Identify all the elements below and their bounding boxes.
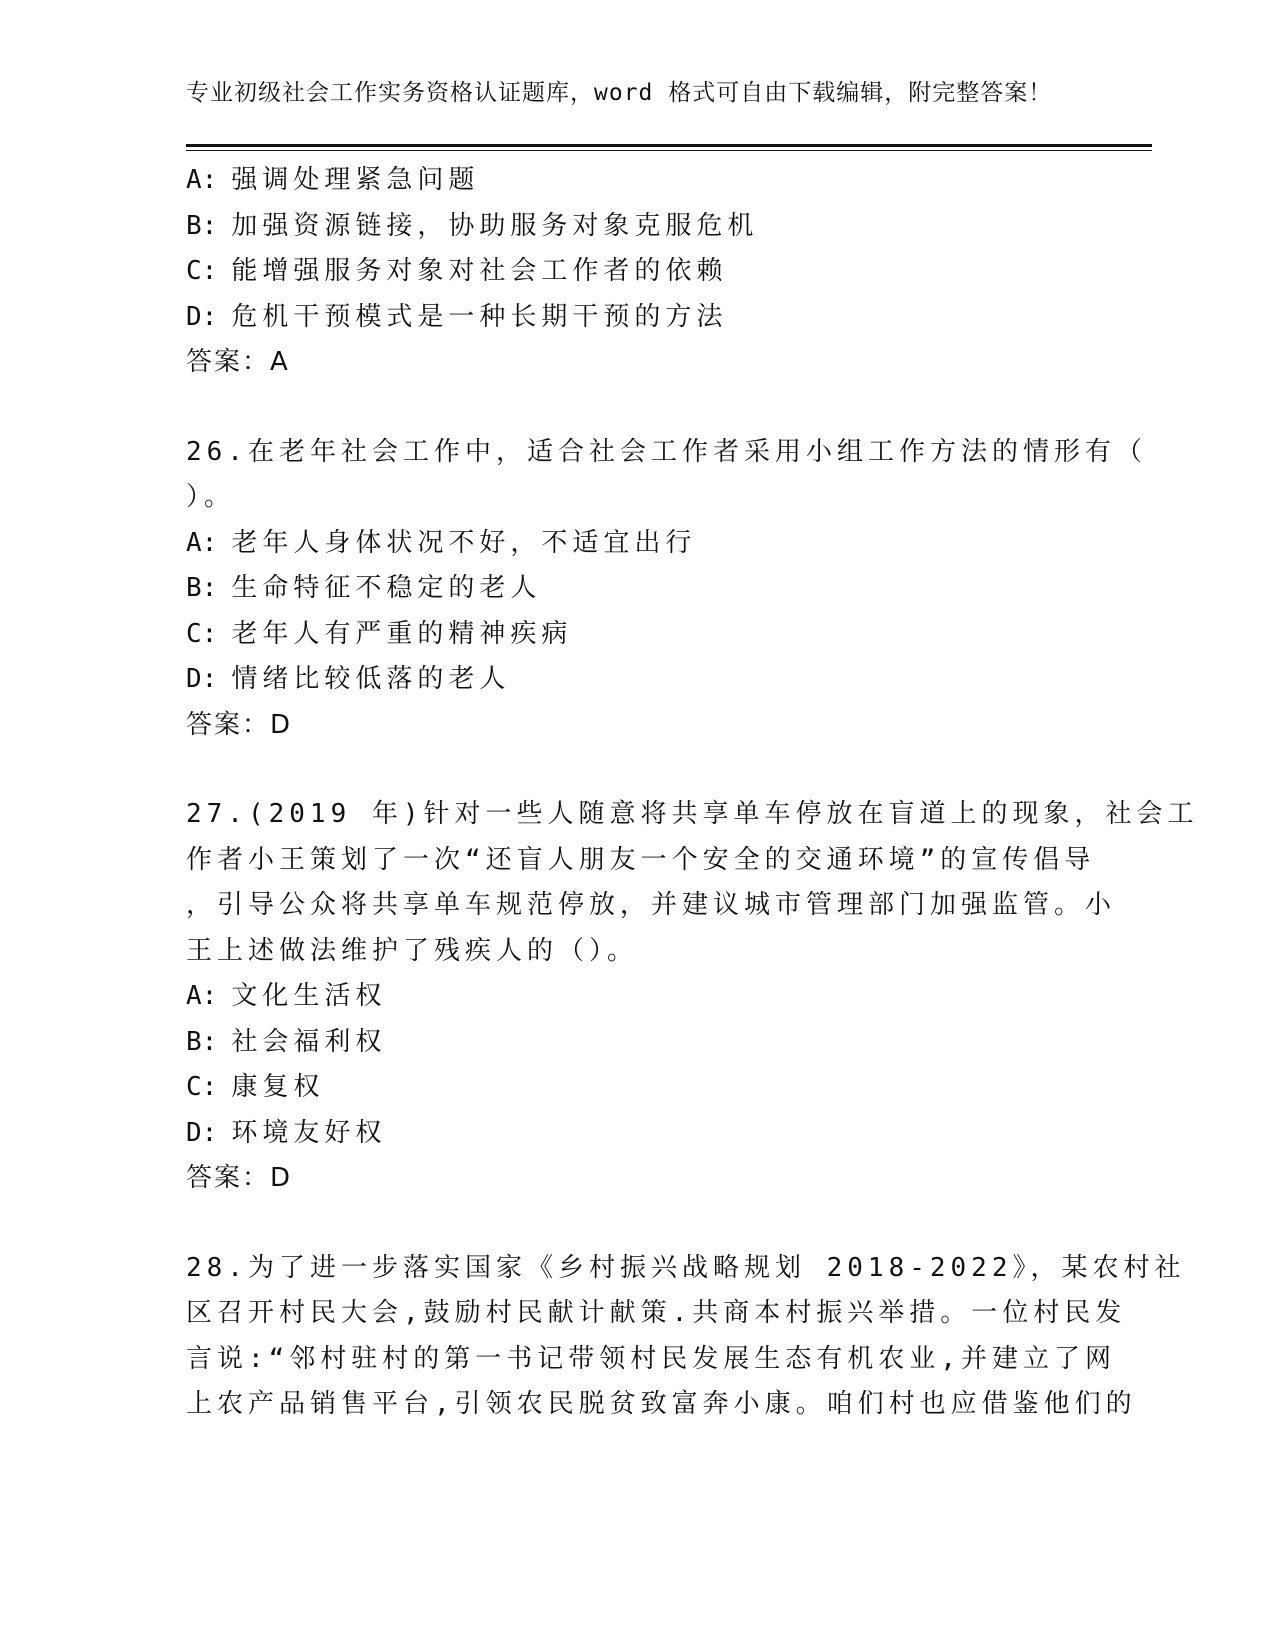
answer-label: 答案：: [186, 709, 271, 740]
option-label: C:: [186, 256, 218, 286]
option-text: 危机干预模式是一种长期干预的方法: [231, 301, 728, 332]
option-text: 能增强服务对象对社会工作者的依赖: [231, 256, 728, 286]
option-label: C:: [186, 618, 218, 649]
option-label: A:: [186, 165, 218, 195]
answer-label: 答案：: [186, 1163, 271, 1193]
question-stem-line: 上农产品销售平台,引领农民脱贫致富奔小康。咱们村也应借鉴他们的: [186, 1389, 1137, 1419]
answer: [186, 340, 1086, 386]
option-b: [186, 1020, 1086, 1066]
header-divider: [186, 144, 1152, 151]
question-stem-line: 王上述做法维护了残疾人的（）。: [186, 935, 639, 966]
document-body: [186, 158, 1199, 1428]
option-text: 生命特征不稳定的老人: [231, 573, 542, 603]
option-label: B:: [186, 573, 218, 603]
option-c: [186, 249, 1086, 295]
question-27: [186, 792, 1199, 1202]
answer: [186, 703, 1086, 749]
answer-value: D: [270, 1163, 293, 1193]
option-label: D:: [186, 301, 218, 332]
answer-label: 答案：: [186, 347, 271, 377]
spacer: [186, 1202, 1086, 1246]
option-label: B:: [186, 1026, 218, 1057]
page-header: 专业初级社会工作实务资格认证题库，word 格式可自由下载编辑，附完整答案！: [186, 80, 1053, 106]
question-stem-line: 言说:“邻村驻村的第一书记带领村民发展生态有机农业,并建立了网: [186, 1343, 1116, 1374]
question-stem-line: 26.在老年社会工作中，适合社会工作者采用小组工作方法的情形有（: [186, 436, 1147, 467]
option-text: 康复权: [231, 1072, 325, 1102]
spacer: [186, 386, 1086, 430]
option-a: [186, 158, 1086, 204]
question-26: [186, 430, 1147, 749]
option-c: [186, 612, 1086, 658]
option-text: 加强资源链接，协助服务对象克服危机: [231, 210, 759, 241]
option-text: 情绪比较低落的老人: [231, 664, 511, 694]
question-stem-line: 区召开村民大会,鼓励村民献计献策.共商本村振兴举措。一位村民发: [186, 1298, 1127, 1328]
option-text: 文化生活权: [231, 981, 387, 1011]
option-label: D:: [186, 664, 218, 694]
question-stem-line: 28.为了进一步落实国家《乡村振兴战略规划 2018-2022》，某农村社: [186, 1252, 1186, 1283]
option-text: 社会福利权: [231, 1026, 387, 1057]
answer-value: A: [270, 347, 290, 377]
option-text: 强调处理紧急问题: [231, 165, 480, 195]
option-c: [186, 1065, 1086, 1111]
question-28: [186, 1246, 1186, 1428]
option-text: 老年人身体状况不好，不适宜出行: [231, 527, 697, 558]
option-d: [186, 657, 1086, 703]
option-b: [186, 204, 1086, 250]
option-label: A:: [186, 981, 218, 1011]
answer: [186, 1156, 1086, 1202]
option-label: D:: [186, 1117, 218, 1148]
question-stem-line: 作者小王策划了一次“还盲人朋友一个安全的交通环境”的宣传倡导: [186, 844, 1096, 875]
option-label: B:: [186, 210, 218, 241]
option-text: 老年人有严重的精神疾病: [231, 618, 573, 649]
option-a: [186, 974, 1086, 1020]
option-label: C:: [186, 1072, 218, 1102]
spacer: [186, 748, 1086, 792]
answer-value: D: [270, 709, 293, 740]
question-25: [186, 158, 1086, 386]
option-text: 环境友好权: [231, 1117, 387, 1148]
question-stem-line: ）。: [186, 482, 236, 512]
option-label: A:: [186, 527, 218, 558]
option-d: [186, 295, 1086, 341]
option-a: [186, 521, 1086, 567]
question-stem-line: ，引导公众将共享单车规范停放，并建议城市管理部门加强监管。小: [186, 890, 1117, 920]
option-d: [186, 1111, 1086, 1157]
option-b: [186, 566, 1086, 612]
question-stem-line: 27.(2019 年)针对一些人随意将共享单车停放在盲道上的现象，社会工: [186, 799, 1199, 829]
